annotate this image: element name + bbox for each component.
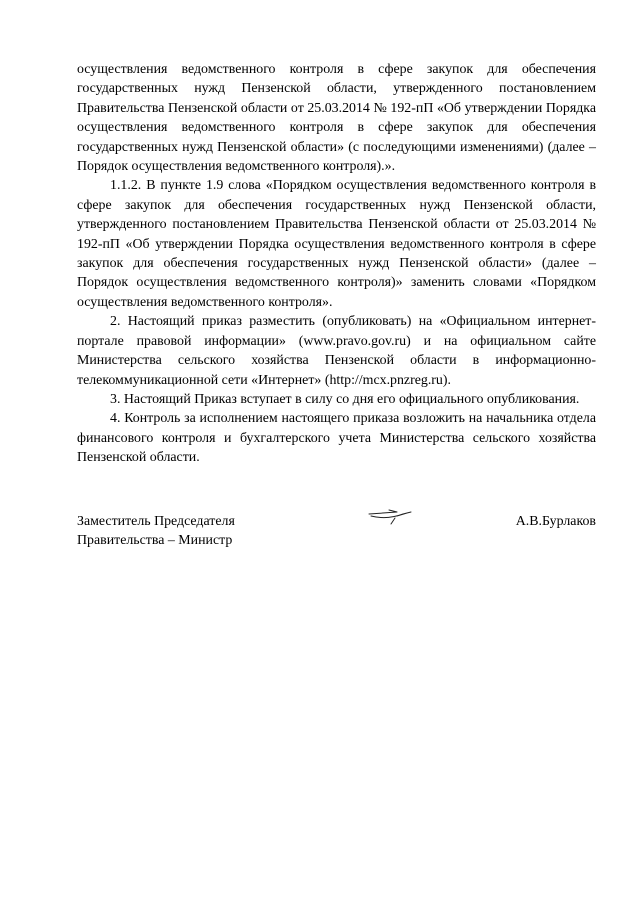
paragraph-1-1-2: 1.1.2. В пункте 1.9 слова «Порядком осуществления ведомственного контроля в сфере закупок для обеспечения государственных нужд Пензенской области, утвержденного постановлением Правительства Пензенской области от 25.03.2014 № 192-пП «Об утверждении Порядка осуществления ведомственного контроля в сфере закупок для обеспечения государственных нужд Пензенской области» (далее – Порядок осуществления ведомственного контроля)» заменить словами «Порядком осуществления ведомственного контроля». — [77, 178, 596, 310]
signature-block — [77, 512, 596, 552]
paragraph-4: 4. Контроль за исполнением настоящего приказа возложить на начальника отдела финансового контроля и бухгалтерского учета Министерства сельского хозяйства Пензенской области. — [77, 411, 596, 466]
paragraph-continuation: осуществления ведомственного контроля в сфере закупок для обеспечения государственных нужд Пензенской области, утвержденного постановлением Правительства Пензенской области от 25.03.2014 № 192-пП «Об утверждении Порядка осуществления ведомственного контроля в сфере закупок для обеспечения государственных нужд Пензенской области» (с последующими изменениями) (далее – Порядок осуществления ведомственного контроля).». — [77, 62, 596, 175]
signatory-title — [77, 512, 235, 551]
document-body — [77, 60, 596, 468]
signatory-title-line-1: Заместитель Председателя — [77, 514, 235, 529]
signatory-name: А.В.Бурлаков — [515, 514, 596, 529]
paragraph-3: 3. Настоящий Приказ вступает в силу со дня его официального опубликования. — [110, 391, 580, 407]
signatory-title-line-2: Правительства – Министр — [77, 533, 233, 549]
paragraph-2: 2. Настоящий приказ разместить (опубликовать) на «Официальном интернет-портале правовой информации» (www.pravo.gov.ru) и на официальном сайте Министерства сельского хозяйства Пензенской области в информационно-телекоммуникационной сети «Интернет» (http://mcx.pnzreg.ru). — [77, 314, 596, 388]
handwritten-signature — [367, 508, 415, 528]
